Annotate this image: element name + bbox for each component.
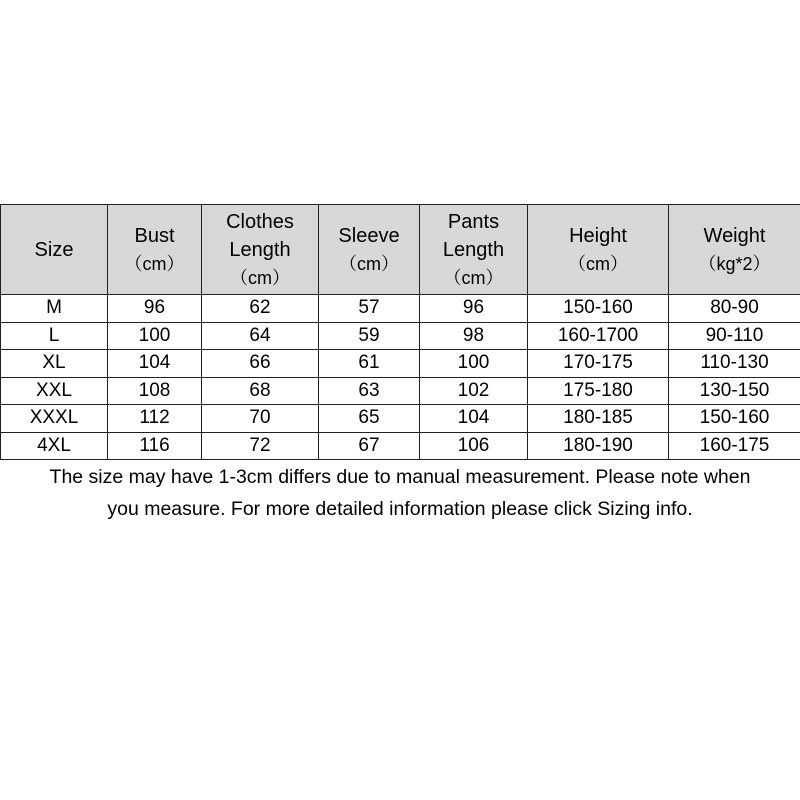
cell-clothes-length: 66: [202, 350, 319, 378]
table-row: [1, 295, 800, 323]
header-weight: [669, 205, 800, 295]
header-sleeve-label: Sleeve: [338, 224, 400, 247]
header-pants-length-label-1: Pants: [447, 210, 500, 233]
cell-clothes-length: 62: [202, 295, 319, 323]
header-size: [1, 205, 108, 295]
header-bust-label: Bust: [134, 224, 175, 247]
cell-pants-length: 100: [420, 350, 528, 378]
table-row: [1, 432, 800, 460]
cell-sleeve: 57: [319, 295, 420, 323]
cell-height: 170-175: [528, 350, 669, 378]
cell-size: XXXL: [1, 405, 108, 433]
table-row: [1, 322, 800, 350]
cell-bust: 100: [108, 322, 202, 350]
cell-bust: 96: [108, 295, 202, 323]
cell-size: XL: [1, 350, 108, 378]
cell-pants-length: 102: [420, 377, 528, 405]
header-row: [1, 205, 800, 295]
header-pants-length-unit: （cm）: [443, 267, 504, 288]
cell-clothes-length: 68: [202, 377, 319, 405]
cell-height: 160-1700: [528, 322, 669, 350]
cell-bust: 116: [108, 432, 202, 460]
header-pants-length: [420, 205, 528, 295]
cell-pants-length: 106: [420, 432, 528, 460]
cell-clothes-length: 70: [202, 405, 319, 433]
cell-bust: 104: [108, 350, 202, 378]
table-row: [1, 377, 800, 405]
header-clothes-length-label-1: Clothes: [226, 210, 294, 233]
header-pants-length-label-2: Length: [442, 238, 505, 261]
cell-clothes-length: 64: [202, 322, 319, 350]
header-clothes-length: [202, 205, 319, 295]
cell-height: 180-190: [528, 432, 669, 460]
measurement-note: [0, 461, 800, 525]
measurement-note-line-2: you measure. For more detailed information please click Sizing info.: [107, 498, 693, 520]
cell-size: L: [1, 322, 108, 350]
cell-weight: 130-150: [669, 377, 800, 405]
cell-weight: 160-175: [669, 432, 800, 460]
cell-sleeve: 61: [319, 350, 420, 378]
table-row: [1, 350, 800, 378]
cell-sleeve: 63: [319, 377, 420, 405]
cell-sleeve: 67: [319, 432, 420, 460]
cell-weight: 80-90: [669, 295, 800, 323]
header-size-label: Size: [34, 238, 74, 261]
header-sleeve: [319, 205, 420, 295]
cell-sleeve: 59: [319, 322, 420, 350]
cell-pants-length: 96: [420, 295, 528, 323]
header-height-unit: （cm）: [568, 253, 628, 274]
cell-pants-length: 104: [420, 405, 528, 433]
header-bust: [108, 205, 202, 295]
table-row: [1, 405, 800, 433]
header-bust-unit: （cm）: [124, 253, 185, 274]
cell-sleeve: 65: [319, 405, 420, 433]
cell-weight: 110-130: [669, 350, 800, 378]
header-clothes-length-label-2: Length: [229, 238, 291, 261]
header-height: [528, 205, 669, 295]
cell-weight: 90-110: [669, 322, 800, 350]
measurement-note-line-1: The size may have 1-3cm differs due to manual measurement. Please note when: [49, 466, 751, 488]
header-height-label: Height: [569, 224, 627, 247]
cell-size: M: [1, 295, 108, 323]
cell-clothes-length: 72: [202, 432, 319, 460]
cell-size: 4XL: [1, 432, 108, 460]
cell-size: XXL: [1, 377, 108, 405]
cell-bust: 112: [108, 405, 202, 433]
header-weight-unit: （kg*2）: [698, 253, 771, 274]
cell-height: 180-185: [528, 405, 669, 433]
size-chart-table: [0, 204, 800, 460]
header-sleeve-unit: （cm）: [339, 253, 399, 274]
cell-height: 150-160: [528, 295, 669, 323]
cell-height: 175-180: [528, 377, 669, 405]
cell-weight: 150-160: [669, 405, 800, 433]
header-weight-label: Weight: [703, 224, 766, 247]
header-clothes-length-unit: （cm）: [230, 267, 290, 288]
cell-bust: 108: [108, 377, 202, 405]
cell-pants-length: 98: [420, 322, 528, 350]
